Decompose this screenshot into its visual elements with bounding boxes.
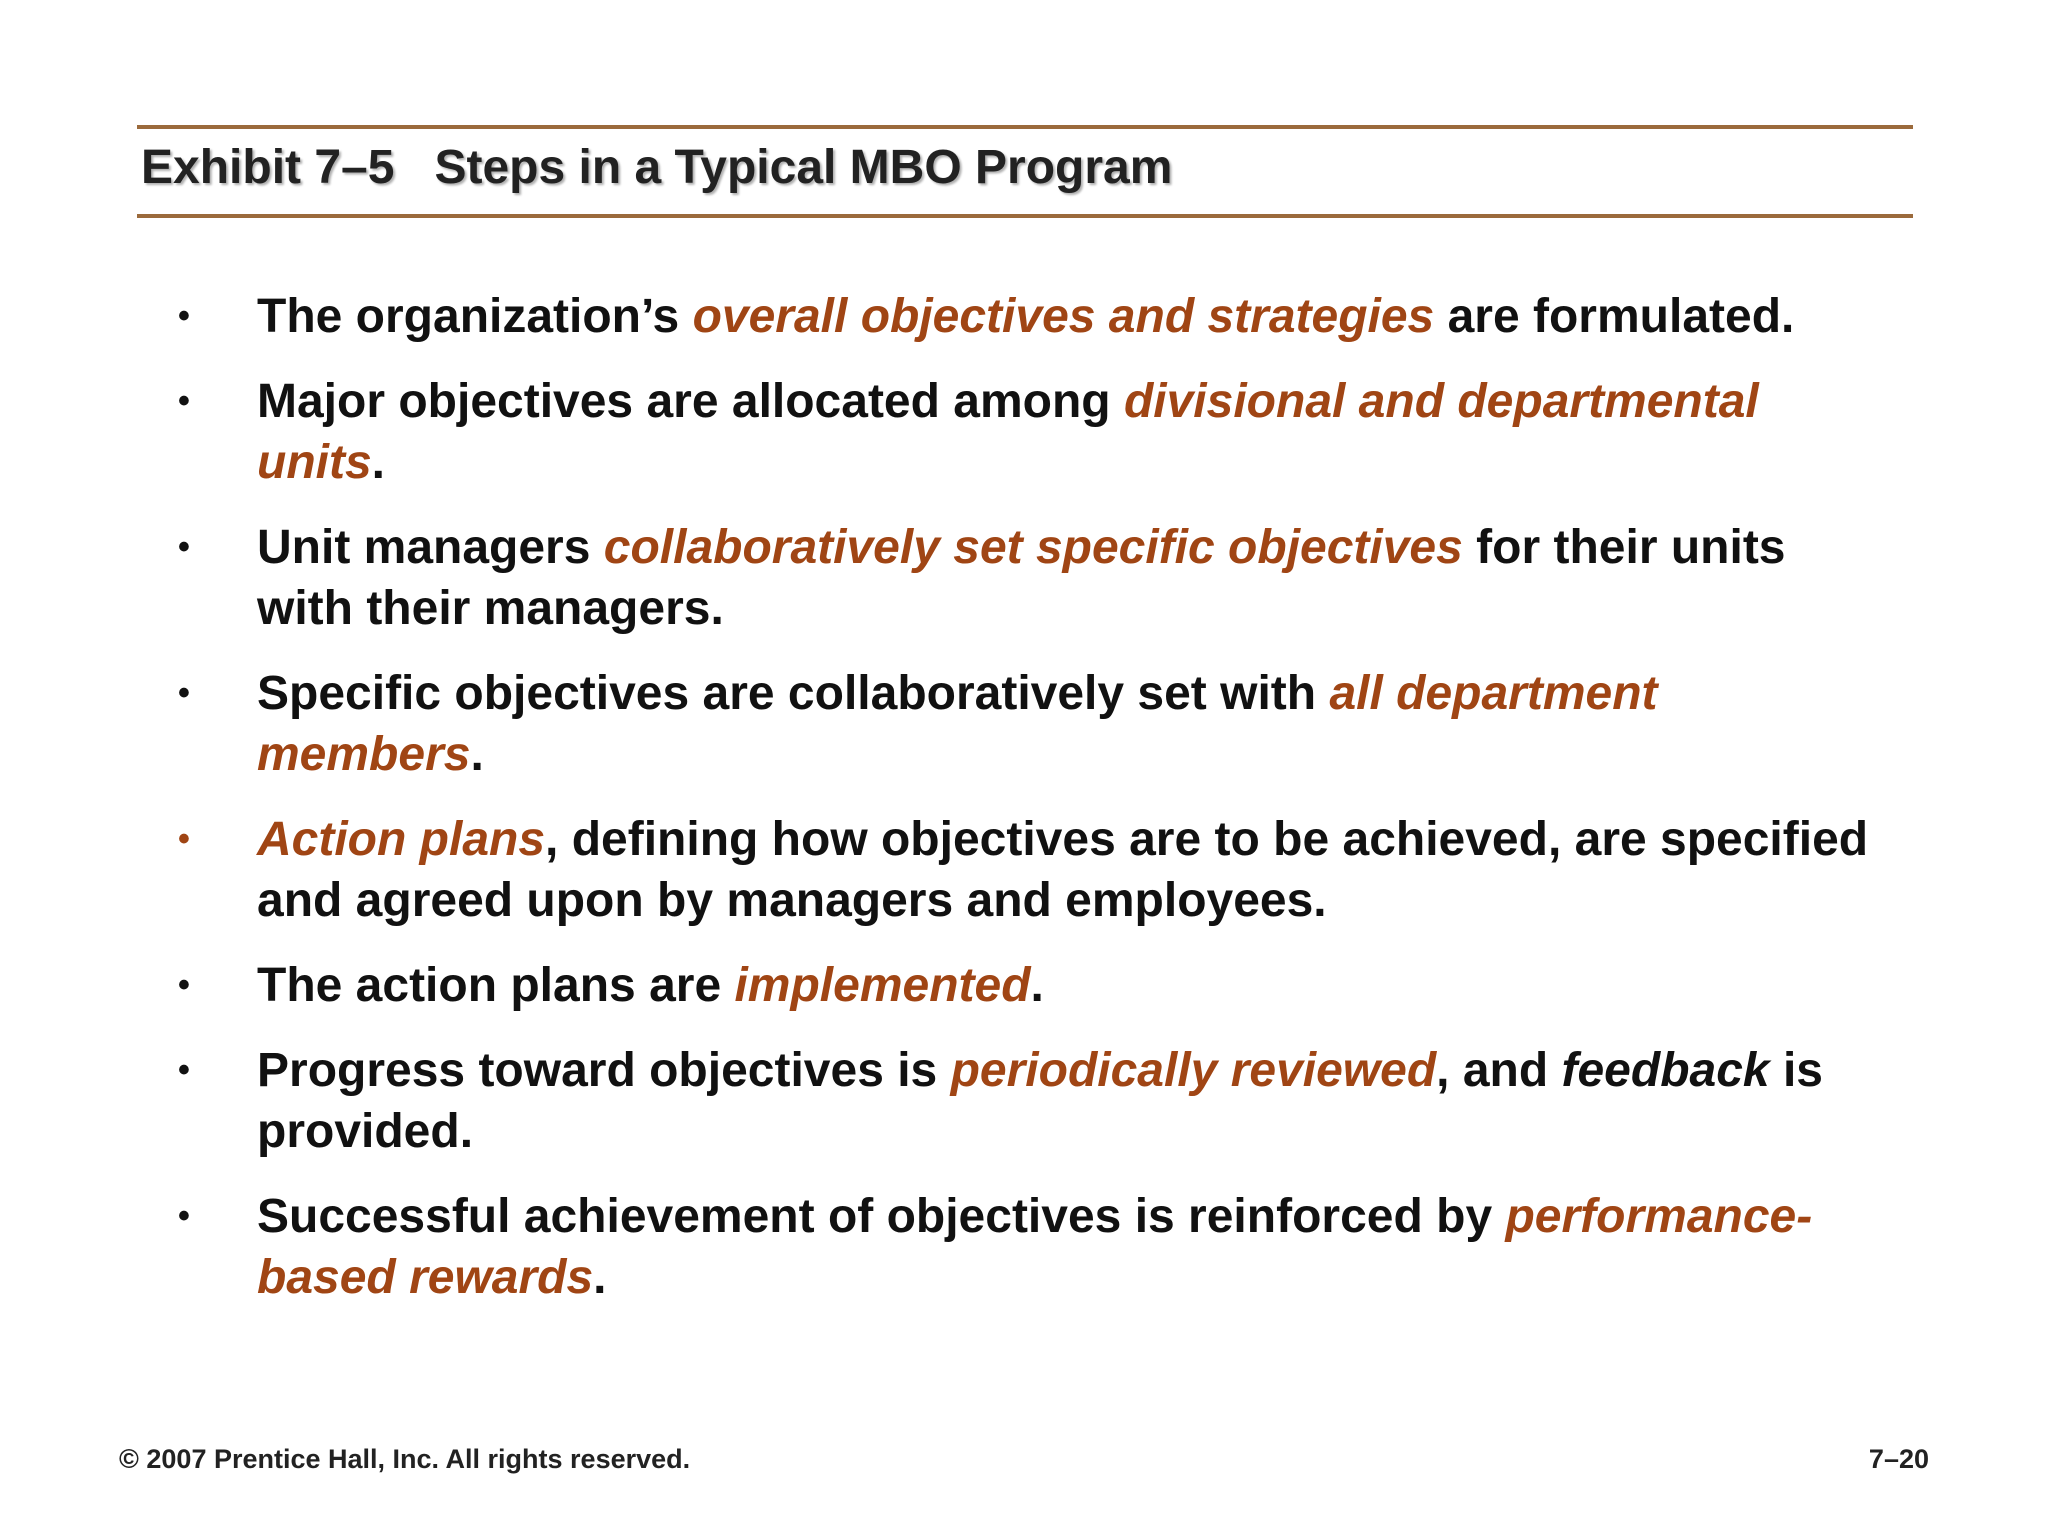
step-text	[257, 663, 1878, 785]
copyright-notice: © 2007 Prentice Hall, Inc. All rights reserved.	[119, 1444, 691, 1474]
title-rule-top	[137, 125, 1913, 129]
step-highlight: overall objectives and strategies	[692, 290, 1435, 343]
list-item	[178, 1186, 1878, 1308]
step-text	[257, 286, 1878, 347]
step-plain-text: , defining how objectives are to be achieved, are specified and agreed upon by managers and employees.	[257, 813, 1869, 927]
step-plain-text: .	[1030, 959, 1044, 1012]
step-plain-text: Specific objectives are collaboratively set with	[257, 667, 1330, 720]
step-highlight: all department members	[257, 667, 1658, 781]
list-item	[178, 517, 1878, 639]
list-item	[178, 1040, 1878, 1162]
step-highlight: collaboratively set specific objectives	[603, 521, 1463, 574]
step-plain-text: .	[371, 436, 385, 489]
step-highlight: periodically reviewed	[950, 1044, 1437, 1097]
bullet-icon: •	[178, 1051, 190, 1089]
step-text	[257, 1186, 1878, 1308]
bullet-icon: •	[178, 297, 190, 335]
step-text	[257, 809, 1878, 931]
step-plain-text: .	[470, 728, 484, 781]
bullet-icon: •	[178, 382, 190, 420]
step-plain-text: are formulated.	[1434, 290, 1795, 343]
step-text	[257, 517, 1878, 639]
bullet-icon: •	[178, 820, 190, 858]
page-number: 7–20	[1868, 1444, 1929, 1474]
slide-title	[141, 140, 1172, 195]
step-plain-text: , and	[1436, 1044, 1562, 1097]
step-plain-text: Successful achievement of objectives is reinforced by	[257, 1190, 1506, 1243]
step-highlight: performance-based rewards	[257, 1190, 1813, 1304]
bullet-icon: •	[178, 674, 190, 712]
step-plain-text: Major objectives are allocated among	[257, 375, 1124, 428]
step-plain-text: The action plans are	[257, 959, 735, 1012]
step-plain-text: is provided.	[257, 1044, 1823, 1158]
list-item	[178, 371, 1878, 493]
step-text	[257, 955, 1878, 1016]
bullet-icon: •	[178, 966, 190, 1004]
step-text	[257, 1040, 1878, 1162]
list-item	[178, 809, 1878, 931]
step-plain-text: for their units with their managers.	[257, 521, 1786, 635]
list-item	[178, 286, 1878, 347]
step-highlight: implemented	[734, 959, 1031, 1012]
step-text	[257, 371, 1878, 493]
list-item	[178, 663, 1878, 785]
step-plain-text: The organization’s	[257, 290, 693, 343]
step-plain-text: Unit managers	[257, 521, 604, 574]
bullet-icon: •	[178, 528, 190, 566]
bullet-icon: •	[178, 1197, 190, 1235]
title-rule-bottom	[137, 214, 1913, 218]
exhibit-title: Steps in a Typical MBO Program	[434, 141, 1173, 194]
step-highlight: Action plans	[257, 813, 546, 866]
exhibit-number: Exhibit 7–5	[141, 141, 395, 194]
list-item	[178, 955, 1878, 1016]
step-plain-text: Progress toward objectives is	[257, 1044, 951, 1097]
step-highlight: divisional and departmental units	[257, 375, 1759, 489]
step-plain-text: .	[593, 1251, 607, 1304]
mbo-steps-list	[178, 286, 1878, 1332]
step-emphasis: feedback	[1561, 1044, 1770, 1097]
